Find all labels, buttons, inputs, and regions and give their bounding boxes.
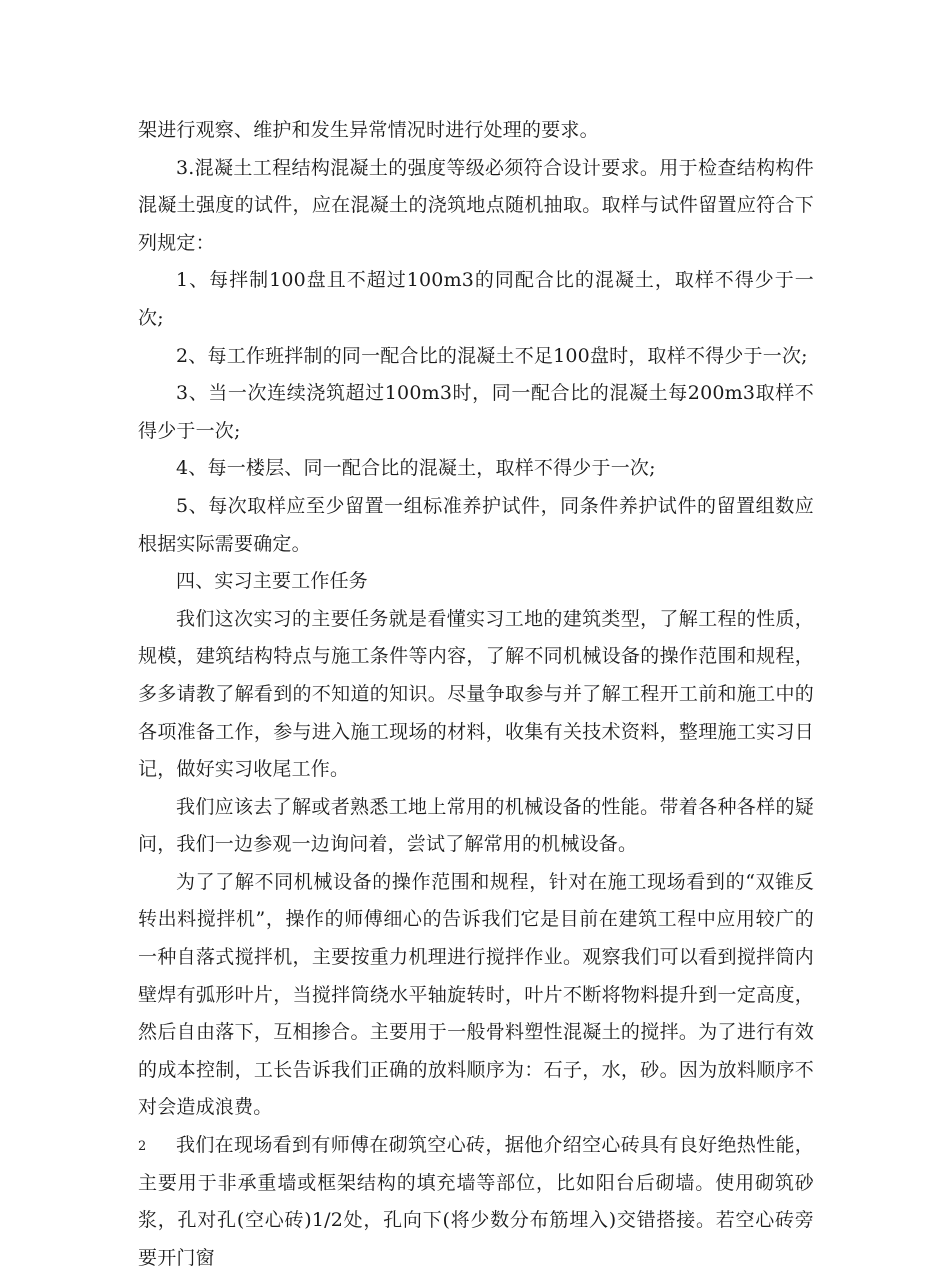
paragraph-continuation: 架进行观察、维护和发生异常情况时进行处理的要求。	[138, 119, 599, 141]
paragraph-hollow-brick: 我们在现场看到有师傅在砌筑空心砖，据他介绍空心砖具有良好绝热性能，主要用于非承重墙或框架结构的填充墙等部位，比如阳台后砌墙。使用砌筑砂浆，孔对孔(空心砖)1/2处，孔向下(将少数分布筋埋入)交错搭接。若空心砖旁要开门窗	[138, 1134, 814, 1269]
paragraph-main-tasks: 我们这次实习的主要任务就是看懂实习工地的建筑类型，了解工程的性质，规模，建筑结构特点与施工条件等内容，了解不同机械设备的操作范围和规程，多多请教了解看到的不知道的知识。尽量争取参与并了解工程开工前和施工中的各项准备工作，参与进入施工现场的材料，收集有关技术资料，整理施工实习日记，做好实习收尾工作。	[138, 607, 814, 781]
list-item-sampling-4: 4、每一楼层、同一配合比的混凝土，取样不得少于一次;	[176, 457, 656, 480]
section-heading-internship-tasks: 四、实习主要工作任务	[176, 570, 369, 593]
paragraph-mixer-description: 为了了解不同机械设备的操作范围和规程，针对在施工现场看到的“双锥反转出料搅拌机”，操作的师傅细心的告诉我们它是目前在建筑工程中应用较广的一种自落式搅拌机，主要按重力机理进行搅拌作业。观察我们可以看到搅拌筒内壁焊有弧形叶片，当搅拌筒绕水平轴旋转时，叶片不断将物料提升到一定高度，然后自由落下，互相掺合。主要用于一般骨料塑性混凝土的搅拌。为了进行有效的成本控制，工长告诉我们正确的放料顺序为：石子，水，砂。因为放料顺序不对会造成浪费。	[138, 870, 814, 1119]
list-item-sampling-2: 2、每工作班拌制的同一配合比的混凝土不足100盘时，取样不得少于一次;	[176, 344, 808, 367]
document-body	[138, 112, 814, 1277]
list-item-sampling-5: 5、每次取样应至少留置一组标准养护试件，同条件养护试件的留置组数应根据实际需要确定。	[138, 494, 814, 555]
paragraph-concrete-strength: 3.混凝土工程结构混凝土的强度等级必须符合设计要求。用于检查结构构件混凝土强度的试件，应在混凝土的浇筑地点随机抽取。取样与试件留置应符合下列规定：	[138, 156, 814, 254]
list-item-sampling-1: 1、每拌制100盘且不超过100m3的同配合比的混凝土，取样不得少于一次;	[138, 269, 814, 329]
paragraph-equipment-familiarity: 我们应该去了解或者熟悉工地上常用的机械设备的性能。带着各种各样的疑问，我们一边参观一边询问着，尝试了解常用的机械设备。	[138, 795, 814, 856]
page-number: 2	[138, 1139, 147, 1154]
list-item-sampling-3: 3、当一次连续浇筑超过100m3时，同一配合比的混凝土每200m3取样不得少于一次;	[138, 382, 814, 442]
